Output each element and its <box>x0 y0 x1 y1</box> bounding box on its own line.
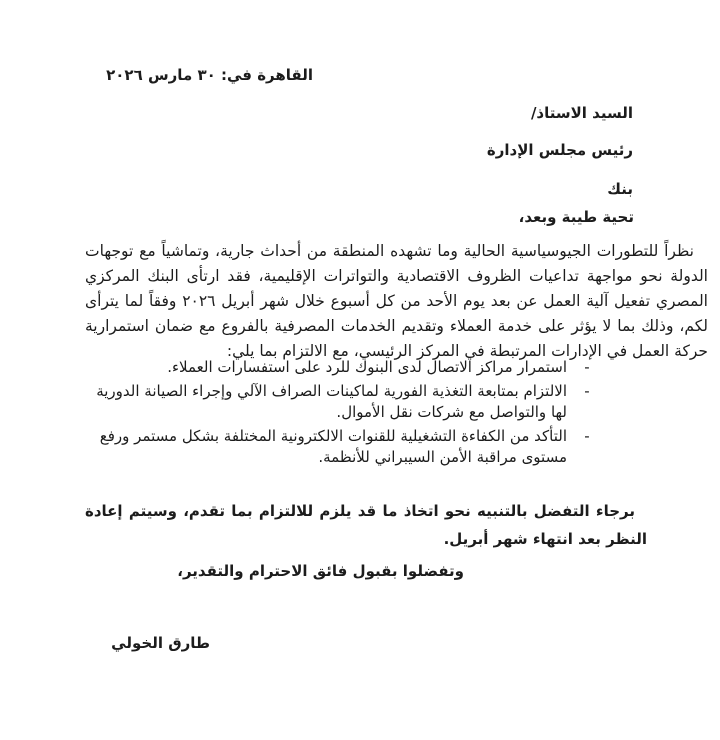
addressee-title: السيد الاستاذ/ <box>530 104 633 122</box>
bullet-text-atm-maintenance: الالتزام بمتابعة التغذية الفورية لماكينات الصراف الآلي وإجراء الصيانة الدورية لها والتواصل مع شركات نقل الأموال. <box>96 382 567 421</box>
addressee-organization: بنك <box>607 180 633 198</box>
bullet-list <box>85 357 592 471</box>
bullet-text-call-centers: استمرار مراكز الاتصال لدى البنوك للرد على استفسارات العملاء. <box>167 358 567 376</box>
closing-paragraph: برجاء التفضل بالتنبيه نحو اتخاذ ما قد يلزم للالتزام بما تقدم، وسيتم إعادة النظر بعد انتهاء شهر أبريل. <box>85 502 647 548</box>
list-item <box>85 357 592 378</box>
dash-bullet-icon: - <box>584 358 590 376</box>
salutation: تحية طيبة وبعد، <box>518 208 634 226</box>
dash-bullet-icon: - <box>584 427 590 445</box>
dash-bullet-icon: - <box>584 382 590 400</box>
letter-date: القاهرة في: ٣٠ مارس ٢٠٢٦ <box>106 66 313 84</box>
addressee-role: رئيس مجلس الإدارة <box>486 141 633 159</box>
body-paragraph: نظراً للتطورات الجيوسياسية الحالية وما تشهده المنطقة من أحداث جارية، وتماشياً مع توجهات الدولة نحو مواجهة تداعيات الظروف الاقتصادية والتواترات الإقليمية، فقد ارتأى البنك المركزي المصري تفعيل آلية العمل عن بعد يوم الأحد من كل أسبوع خلال شهر أبريل ٢٠٢٦ وفقاً لما يترأى لكم، وذلك بما لا يؤثر على خدمة العملاء وتقديم الخدمات المصرفية بالفروع مع ضمان استمرارية حركة العمل في الإدارات المرتبطة في المركز الرئيسي، مع الالتزام بما يلي: <box>85 242 708 360</box>
list-item <box>85 381 592 423</box>
bullet-text-cybersecurity: التأكد من الكفاءة التشغيلية للقنوات الالكترونية المختلفة بشكل مستمر ورفع مستوى مراقبة الأمن السيبراني للأنظمة. <box>99 427 567 466</box>
signature-name: طارق الخولي <box>111 634 210 652</box>
list-item <box>85 426 592 468</box>
signoff-line: وتفضلوا بقبول فائق الاحترام والتقدير، <box>177 562 464 580</box>
